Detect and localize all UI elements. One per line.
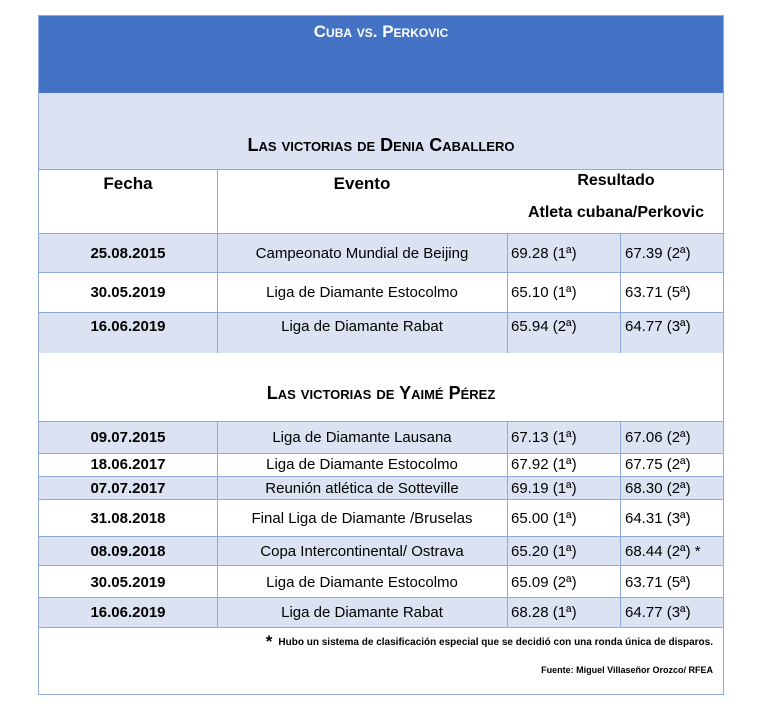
cell-date: 08.09.2018 (90, 542, 166, 560)
cell-date: 18.06.2017 (90, 456, 166, 473)
cell-cuban-result: 65.10 (1ª) (511, 283, 577, 301)
footnote-star: * (265, 632, 273, 651)
cell-perkovic-result: 63.71 (5ª) (625, 283, 691, 301)
footnote (266, 632, 713, 652)
cell-event: Reunión atlética de Sotteville (265, 479, 459, 497)
section-title-denia: Las victorias de Denia Caballero (247, 135, 515, 155)
cell-perkovic-result: 67.75 (2ª) (625, 456, 691, 473)
cell-perkovic-result: 63.71 (5ª) (625, 573, 691, 591)
divider (620, 234, 621, 353)
cell-perkovic-result: 68.30 (2ª) (625, 479, 691, 497)
table-title: Cuba vs. Perkovic (313, 22, 449, 41)
cell-cuban-result: 65.94 (2ª) (511, 318, 577, 335)
cell-event: Liga de Diamante Estocolmo (266, 456, 458, 473)
cell-date: 09.07.2015 (90, 429, 166, 446)
cell-date: 16.06.2019 (90, 318, 166, 335)
section-title-yaime: Las victorias de Yaimé Pérez (266, 383, 496, 403)
cell-date: 16.06.2019 (90, 604, 166, 621)
cell-cuban-result: 65.09 (2ª) (511, 573, 577, 591)
cell-event: Liga de Diamante Rabat (281, 604, 443, 621)
cell-perkovic-result: 67.39 (2ª) (625, 244, 691, 262)
cell-date: 25.08.2015 (90, 244, 166, 262)
divider (39, 627, 723, 628)
cell-perkovic-result: 67.06 (2ª) (625, 429, 691, 446)
cell-event: Liga de Diamante Estocolmo (266, 283, 458, 301)
column-headers (39, 170, 723, 233)
section-yaime-band (39, 353, 723, 421)
source-credit: Fuente: Miguel Villaseñor Orozco/ RFEA (541, 665, 713, 675)
divider (217, 234, 218, 353)
cell-cuban-result: 68.28 (1ª) (511, 604, 577, 621)
cell-cuban-result: 67.92 (1ª) (511, 456, 577, 473)
cell-date: 07.07.2017 (90, 479, 166, 497)
cell-perkovic-result: 68.44 (2ª) * (625, 542, 701, 560)
footnote-text: Hubo un sistema de clasificación especial que se decidió con una ronda única de disparos. (278, 637, 713, 648)
column-header-event: Evento (333, 174, 391, 193)
column-header-date: Fecha (103, 174, 153, 193)
section-denia-band (39, 93, 723, 169)
cell-event: Campeonato Mundial de Beijing (255, 244, 469, 262)
results-table (38, 15, 724, 695)
cell-perkovic-result: 64.77 (3ª) (625, 318, 691, 335)
cell-event: Copa Intercontinental/ Ostrava (260, 542, 464, 560)
cell-cuban-result: 65.20 (1ª) (511, 542, 577, 560)
cell-event: Liga de Diamante Lausana (272, 429, 452, 446)
cell-cuban-result: 65.00 (1ª) (511, 509, 577, 527)
cell-perkovic-result: 64.31 (3ª) (625, 509, 691, 527)
cell-event: Final Liga de Diamante /Bruselas (251, 509, 473, 527)
divider (620, 421, 621, 627)
cell-perkovic-result: 64.77 (3ª) (625, 604, 691, 621)
table-header (39, 16, 723, 93)
divider (217, 421, 218, 627)
divider (507, 234, 508, 353)
cell-event: Liga de Diamante Estocolmo (266, 573, 458, 591)
divider (507, 421, 508, 627)
column-header-result-sub: Atleta cubana/Perkovic (527, 204, 705, 221)
cell-cuban-result: 67.13 (1ª) (511, 429, 577, 446)
cell-cuban-result: 69.19 (1ª) (511, 479, 577, 497)
cell-cuban-result: 69.28 (1ª) (511, 244, 577, 262)
cell-event: Liga de Diamante Rabat (281, 318, 443, 335)
column-header-result: Resultado (577, 172, 655, 189)
cell-date: 31.08.2018 (90, 509, 166, 527)
cell-date: 30.05.2019 (90, 573, 166, 591)
divider (217, 170, 218, 233)
cell-date: 30.05.2019 (90, 283, 166, 301)
